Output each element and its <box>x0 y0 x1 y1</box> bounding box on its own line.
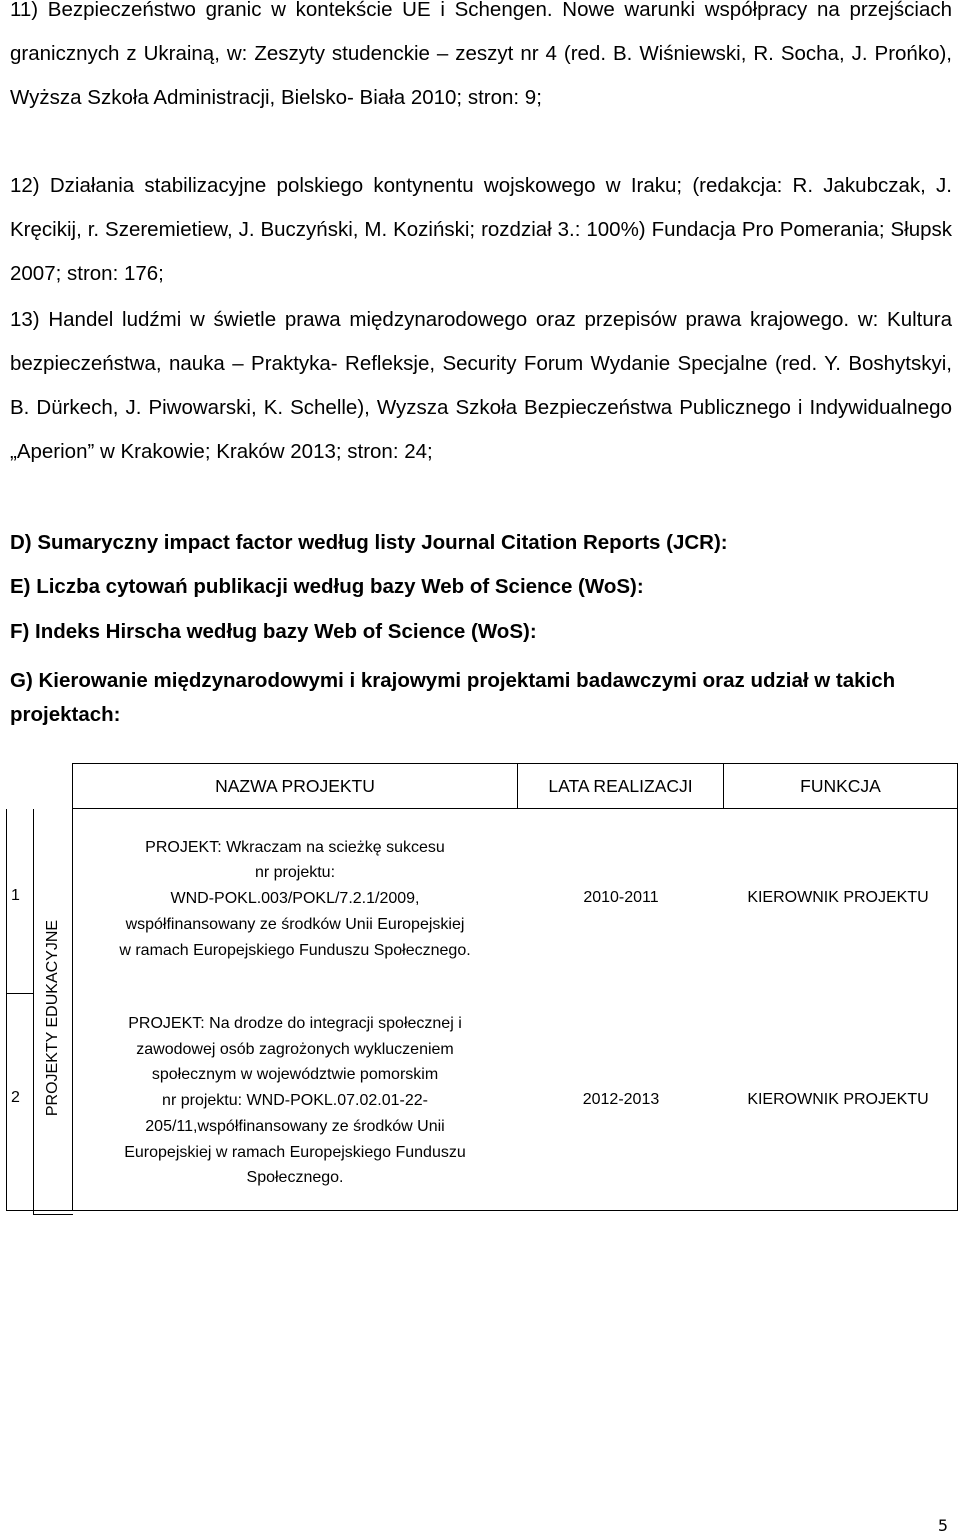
project-name-line: 205/11,współfinansowany ze środków Unii <box>145 1117 445 1135</box>
publication-entry-12: 12) Działania stabilizacyjne polskiego kontynentu wojskowego w Iraku; (redakcja: R. Jakubczak, J. Kręcikij, r. Szeremietiew, J. Buczyński, M. Koziński; rozdział 3.: 100%) Fundacja Pro Pomerania; Słupsk 2007; stron: 176; <box>10 174 952 285</box>
project-name-line: PROJEKT: Wkraczam na scieżkę sukcesu <box>145 838 445 856</box>
page-number: 5 <box>937 1516 948 1535</box>
group-label: PROJEKTY EDUKACYJNE <box>44 919 61 1117</box>
group-label-cell <box>34 809 72 1211</box>
publication-entry-13: 13) Handel ludźmi w świetle prawa międzynarodowego oraz przepisów prawa krajowego. w: Kultura bezpieczeństwa, nauka – Praktyka- Refleksje, Security Forum Wydanie Specjalne (red. Y. Boshytskyi, B. Dürkech, J. Piwowarski, K. Schelle), Wyzsza Szkoła Bezpieczeństwa Publicznego i Indywidualnego „Aperion” w Krakowie; Kraków 2013; stron: 24; <box>10 308 952 463</box>
row-divider <box>6 993 34 994</box>
heading-impact-factor: D) Sumaryczny impact factor według listy Journal Citation Reports (JCR): <box>10 531 728 554</box>
project-name <box>72 835 518 963</box>
heading-citations: E) Liczba cytowań publikacji według bazy Web of Science (WoS): <box>10 575 644 598</box>
project-name-line: w ramach Europejskiego Funduszu Społecznego. <box>119 941 471 959</box>
project-years: 2010-2011 <box>583 889 659 906</box>
project-years: 2012-2013 <box>582 1091 660 1108</box>
header-project-name: NAZWA PROJEKTU <box>72 763 518 809</box>
project-name-line: Europejskiej w ramach Europejskiego Funduszu <box>124 1143 466 1161</box>
header-function: FUNKCJA <box>724 763 958 809</box>
project-name-line: nr projektu: WND-POKL.07.02.01-22- <box>162 1092 428 1110</box>
project-name-line: PROJEKT: Na drodze do integracji społecznej i <box>128 1015 462 1033</box>
publication-entry-11: 11) Bezpieczeństwo granic w kontekście UE i Schengen. Nowe warunki współpracy na przejściach granicznych z Ukrainą, w: Zeszyty studenckie – zeszyt nr 4 (red. B. Wiśniewski, R. Socha, J. Prońko), Wyższa Szkoła Administracji, Bielsko- Biała 2010; stron: 9; <box>10 0 952 109</box>
heading-hirsch-index: F) Indeks Hirscha według bazy Web of Science (WoS): <box>10 620 537 643</box>
row-divider <box>33 1214 73 1215</box>
project-name <box>72 1011 518 1191</box>
project-name-line: zawodowej osób zagrożonych wykluczeniem <box>136 1040 454 1058</box>
project-function: KIEROWNIK PROJEKTU <box>747 889 929 906</box>
project-name-line: współfinansowany ze środków Unii Europejskiej <box>125 915 465 933</box>
project-name-line: nr projektu: <box>254 864 336 882</box>
project-name-line: WND-POKL.003/POKL/7.2.1/2009, <box>170 890 420 908</box>
heading-projects: G) Kierowanie międzynarodowymi i krajowymi projektami badawczymi oraz udział w takich projektach: <box>10 669 896 726</box>
row-number: 1 <box>11 887 20 904</box>
project-name-line: społecznym w województwie pomorskim <box>151 1066 439 1084</box>
project-function: KIEROWNIK PROJEKTU <box>747 1091 929 1108</box>
row-number: 2 <box>11 1089 20 1106</box>
header-years: LATA REALIZACJI <box>518 763 724 809</box>
project-name-line: Społecznego. <box>246 1169 344 1187</box>
